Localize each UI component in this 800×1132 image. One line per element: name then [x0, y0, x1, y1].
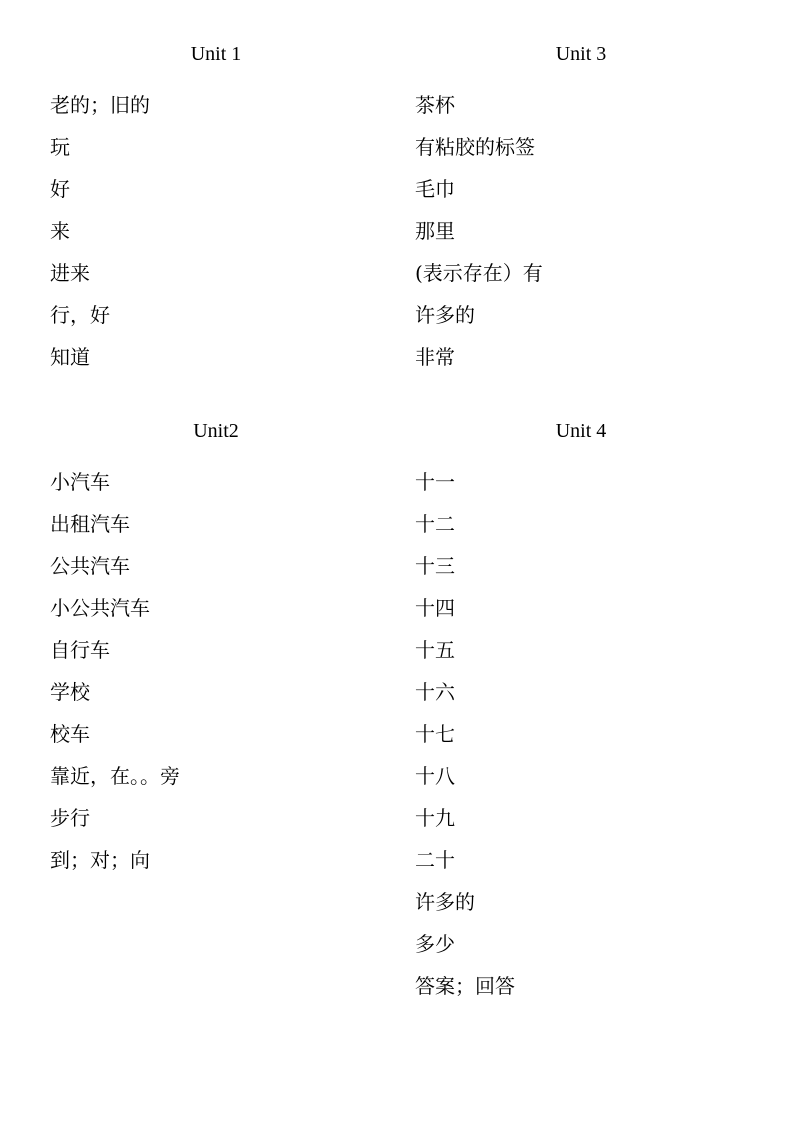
list-item: 十五 — [415, 638, 455, 662]
list-item: 到；对；向 — [50, 848, 150, 872]
list-item: 步行 — [50, 806, 90, 830]
list-item: 答案；回答 — [415, 974, 515, 998]
list-item: 公共汽车 — [50, 554, 130, 578]
unit-4-title: Unit 4 — [555, 420, 607, 442]
list-item: 靠近，在。。旁 — [50, 764, 180, 788]
list-item: 多少 — [415, 932, 455, 956]
list-item: 十四 — [415, 596, 455, 620]
list-item: 小汽车 — [50, 470, 110, 494]
list-item: 进来 — [50, 261, 90, 285]
unit-2-word-list — [50, 461, 380, 881]
list-item: 知道 — [50, 345, 90, 369]
unit-3-title: Unit 3 — [555, 43, 607, 65]
list-item: (表示存在）有 — [415, 261, 543, 285]
list-item: 十二 — [415, 512, 455, 536]
list-item: 许多的 — [415, 890, 475, 914]
unit-3-section — [415, 42, 745, 378]
list-item: 好 — [50, 177, 70, 201]
unit-2-section — [50, 419, 380, 881]
list-item: 二十 — [415, 848, 455, 872]
list-item: 茶杯 — [415, 93, 455, 117]
unit-1-section — [50, 42, 380, 378]
list-item: 出租汽车 — [50, 512, 130, 536]
list-item: 校车 — [50, 722, 90, 746]
list-item: 学校 — [50, 680, 90, 704]
list-item: 有粘胶的标签 — [415, 135, 535, 159]
list-item: 小公共汽车 — [50, 596, 150, 620]
unit-1-title: Unit 1 — [190, 43, 242, 65]
list-item: 老的；旧的 — [50, 93, 150, 117]
unit-4-section — [415, 419, 745, 1007]
list-item: 自行车 — [50, 638, 110, 662]
list-item: 那里 — [415, 219, 455, 243]
list-item: 来 — [50, 219, 70, 243]
list-item: 十七 — [415, 722, 455, 746]
list-item: 非常 — [415, 345, 455, 369]
unit-4-word-list — [415, 461, 745, 1007]
list-item: 十六 — [415, 680, 455, 704]
list-item: 十八 — [415, 764, 455, 788]
list-item: 行，好 — [50, 303, 110, 327]
list-item: 玩 — [50, 135, 70, 159]
list-item: 许多的 — [415, 303, 475, 327]
list-item: 十九 — [415, 806, 455, 830]
list-item: 毛巾 — [415, 177, 455, 201]
list-item: 十三 — [415, 554, 455, 578]
list-item: 十一 — [415, 470, 455, 494]
unit-1-word-list — [50, 84, 380, 378]
unit-2-title: Unit2 — [193, 420, 239, 442]
unit-3-word-list — [415, 84, 745, 378]
